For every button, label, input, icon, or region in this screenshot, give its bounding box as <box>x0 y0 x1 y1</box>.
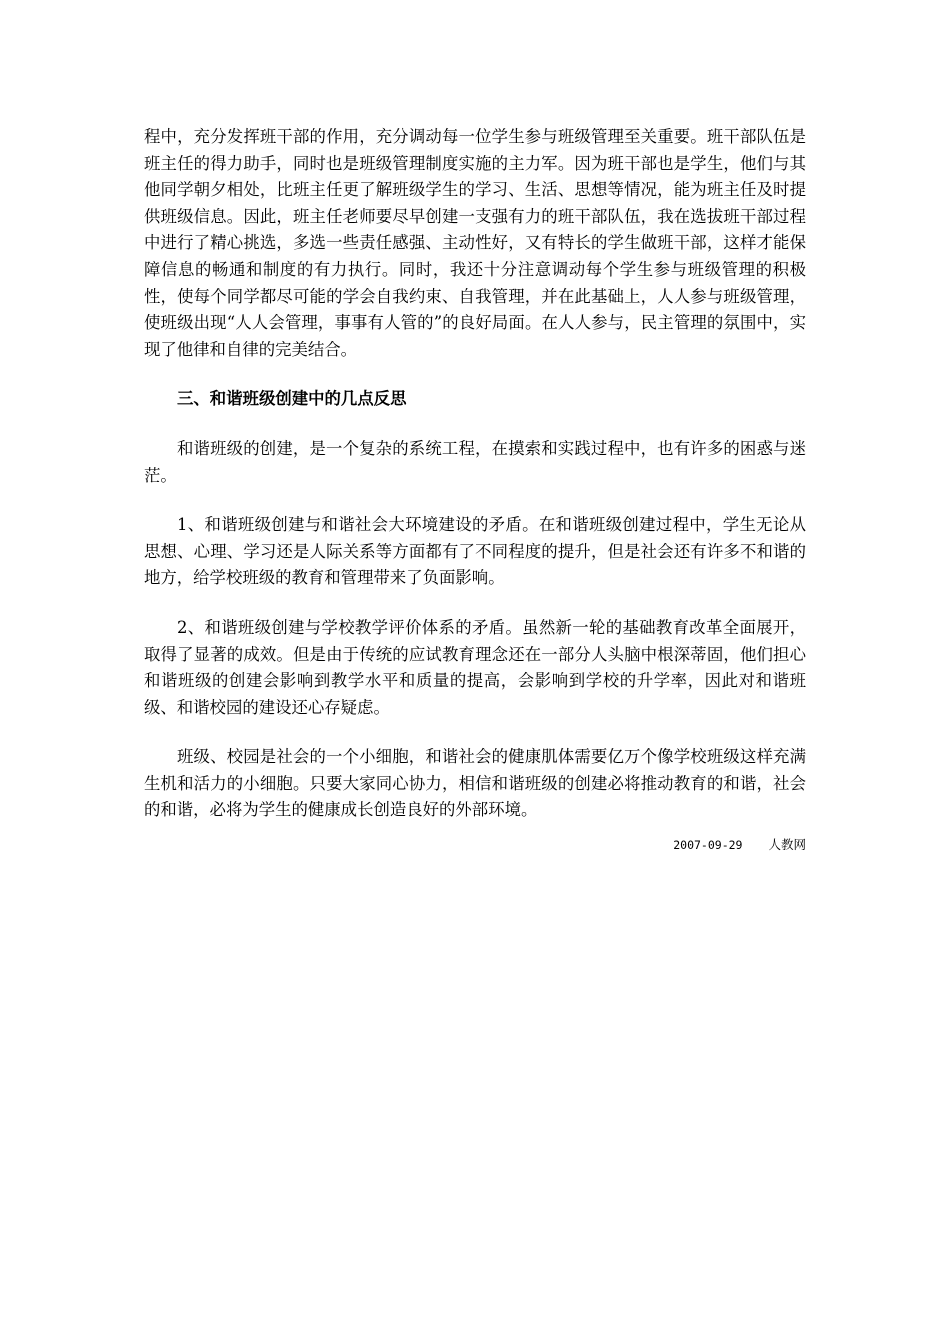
footer-info <box>144 835 806 855</box>
paragraph-1: 和谐班级的创建，是一个复杂的系统工程，在摸索和实践过程中，也有许多的困惑与迷茫。 <box>144 438 806 485</box>
section-heading: 三、和谐班级创建中的几点反思 <box>177 389 407 409</box>
footer-source: 人教网 <box>768 837 806 853</box>
paragraph-3: 2、和谐班级创建与学校教学评价体系的矛盾。虽然新一轮的基础教育改革全面展开，取得了显著的成效。但是由于传统的应试教育理念还在一部分人头脑中根深蒂固，他们担心和谐班级的创建会影响到教学水平和质量的提高，会影响到学校的升学率，因此对和谐班级、和谐校园的建设还心存疑虑。 <box>144 617 806 717</box>
paragraph-4: 班级、校园是社会的一个小细胞，和谐社会的健康肌体需要亿万个像学校班级这样充满生机和活力的小细胞。只要大家同心协力，相信和谐班级的创建必将推动教育的和谐，社会的和谐，必将为学生的健康成长创造良好的外部环境。 <box>144 747 806 820</box>
footer-date: 2007-09-29 <box>673 838 743 853</box>
paragraph-2: 1、和谐班级创建与和谐社会大环境建设的矛盾。在和谐班级创建过程中，学生无论从思想、心理、学习还是人际关系等方面都有了不同程度的提升，但是社会还有许多不和谐的地方，给学校班级的教育和管理带来了负面影响。 <box>144 515 806 588</box>
document-page <box>144 124 806 855</box>
intro-paragraph: 程中，充分发挥班干部的作用，充分调动每一位学生参与班级管理至关重要。班干部队伍是班主任的得力助手，同时也是班级管理制度实施的主力军。因为班干部也是学生，他们与其他同学朝夕相处，比班主任更了解班级学生的学习、生活、思想等情况，能为班主任及时提供班级信息。因此，班主任老师要尽早创建一支强有力的班干部队伍，我在选拔班干部过程中进行了精心挑选，多选一些责任感强、主动性好，又有特长的学生做班干部，这样才能保障信息的畅通和制度的有力执行。同时，我还十分注意调动每个学生参与班级管理的积极性，使每个同学都尽可能的学会自我约束、自我管理，并在此基础上，人人参与班级管理，使班级出现“人人会管理，事事有人管的”的良好局面。在人人参与，民主管理的氛围中，实现了他律和自律的完美结合。 <box>144 127 806 359</box>
